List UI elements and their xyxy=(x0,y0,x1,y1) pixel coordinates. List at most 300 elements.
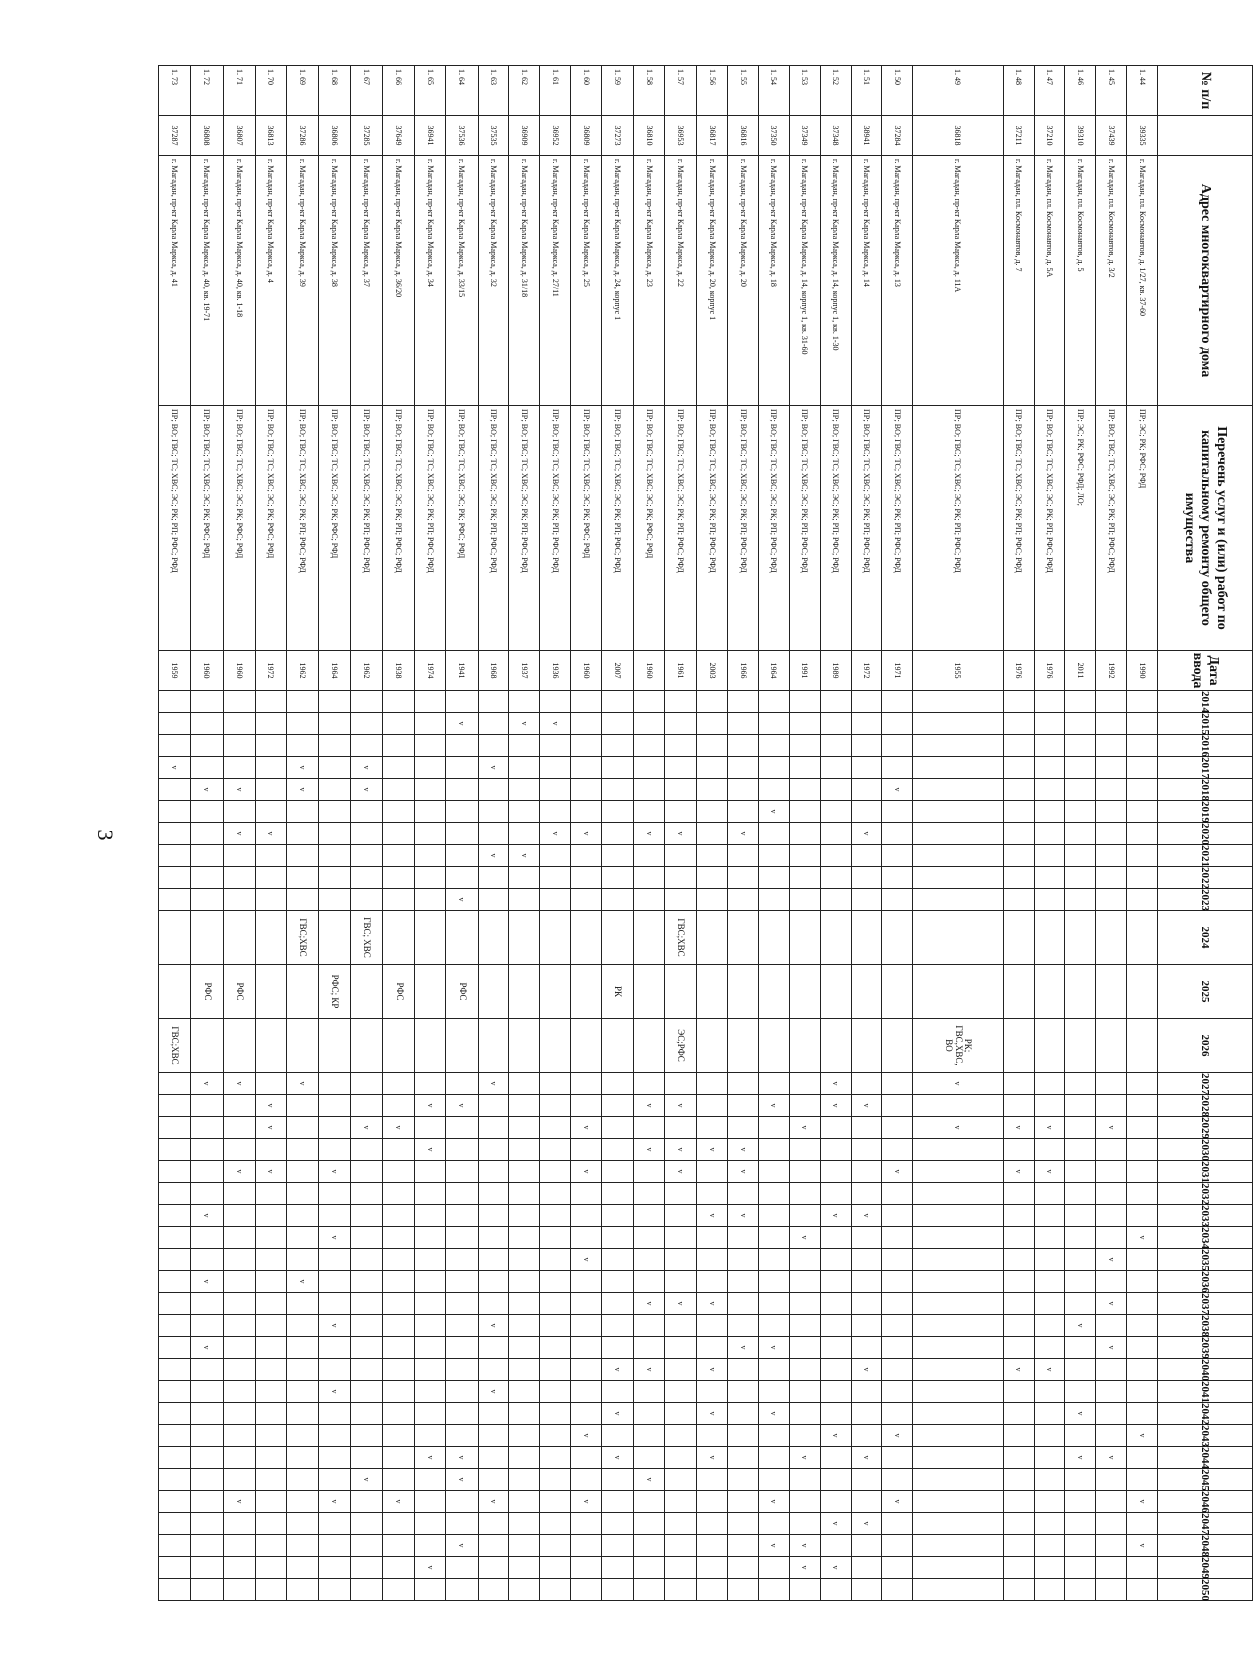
year-cell-mark: v xyxy=(351,1117,383,1139)
year-cell-empty xyxy=(1127,845,1158,867)
year-cell-empty xyxy=(159,1447,191,1469)
year-cell-empty xyxy=(789,911,820,965)
year-cell-empty xyxy=(223,1117,255,1139)
year-cell-empty xyxy=(446,1425,478,1447)
year-cell-empty xyxy=(634,1513,665,1535)
year-cell-empty xyxy=(1065,757,1096,779)
year-cell-empty xyxy=(789,1403,820,1425)
year-cell-empty xyxy=(1034,757,1065,779)
year-cell-empty xyxy=(1003,1447,1034,1469)
year-cell-empty xyxy=(351,1513,383,1535)
year-cell-mark: v xyxy=(913,1073,1003,1095)
year-cell-empty xyxy=(789,691,820,713)
year-cell-empty xyxy=(191,691,223,713)
year-cell-empty xyxy=(478,1249,509,1271)
year-cell-mark: v xyxy=(601,1403,633,1425)
year-cell-empty xyxy=(634,713,665,735)
year-cell-empty xyxy=(1034,1381,1065,1403)
year-cell-empty xyxy=(913,1381,1003,1403)
year-cell-empty xyxy=(255,889,286,911)
year-cell-empty xyxy=(255,1249,286,1271)
year-cell-empty xyxy=(446,1117,478,1139)
header-year-2026: 2026 xyxy=(1158,1019,1253,1073)
year-cell-empty xyxy=(571,1139,602,1161)
year-cell-mark: v xyxy=(1034,1161,1065,1183)
year-cell-empty xyxy=(415,1425,446,1447)
year-cell-empty xyxy=(223,1227,255,1249)
year-cell-empty xyxy=(446,1139,478,1161)
commission-year: 2003 xyxy=(697,651,728,691)
building-address: г. Магадан, пр-кт Карла Маркса, д. 31/18 xyxy=(509,156,540,406)
year-cell-empty xyxy=(191,713,223,735)
year-cell-empty xyxy=(286,823,318,845)
header-year-2025: 2025 xyxy=(1158,965,1253,1019)
year-cell-empty xyxy=(478,1183,509,1205)
year-cell-empty xyxy=(159,1513,191,1535)
building-address: г. Магадан, пр-кт Карла Маркса, д. 13 xyxy=(882,156,913,406)
year-cell-empty xyxy=(882,1579,913,1601)
year-cell-empty xyxy=(478,1117,509,1139)
year-cell-empty xyxy=(913,1315,1003,1337)
year-cell-empty xyxy=(728,1315,759,1337)
year-cell-empty xyxy=(882,1513,913,1535)
year-cell-empty xyxy=(789,779,820,801)
year-cell-mark: v xyxy=(478,1491,509,1513)
year-cell-empty xyxy=(318,1403,350,1425)
year-cell-empty xyxy=(851,691,882,713)
year-cell-empty xyxy=(1096,823,1127,845)
year-cell-empty xyxy=(728,911,759,965)
year-cell-empty xyxy=(415,1161,446,1183)
year-cell-empty xyxy=(159,1579,191,1601)
year-cell-empty xyxy=(728,845,759,867)
year-cell-empty xyxy=(223,713,255,735)
year-cell-empty xyxy=(415,1271,446,1293)
year-cell-empty xyxy=(820,801,851,823)
year-cell-empty xyxy=(446,845,478,867)
building-code: 37649 xyxy=(383,116,415,156)
year-cell-empty xyxy=(159,1557,191,1579)
year-cell-empty xyxy=(351,1403,383,1425)
year-cell-empty xyxy=(540,1557,571,1579)
building-address: г. Магадан, пр-кт Карла Маркса, д. 22 xyxy=(665,156,697,406)
year-cell-empty xyxy=(286,1249,318,1271)
year-cell-empty xyxy=(1065,1359,1096,1381)
year-cell-empty xyxy=(446,779,478,801)
year-cell-empty xyxy=(223,735,255,757)
year-cell-empty xyxy=(478,1271,509,1293)
year-cell-empty xyxy=(758,1019,789,1073)
year-cell-empty xyxy=(318,1447,350,1469)
year-cell-empty xyxy=(634,1403,665,1425)
year-cell-empty xyxy=(882,757,913,779)
year-cell-empty xyxy=(913,867,1003,889)
year-cell-empty xyxy=(286,889,318,911)
year-cell-mark: v xyxy=(1034,1117,1065,1139)
year-cell-empty xyxy=(255,1359,286,1381)
building-code: 37350 xyxy=(758,116,789,156)
year-cell-empty xyxy=(758,1139,789,1161)
year-cell-empty xyxy=(728,1183,759,1205)
year-cell-empty xyxy=(665,1359,697,1381)
commission-year: 1962 xyxy=(286,651,318,691)
year-cell-empty xyxy=(571,779,602,801)
year-cell-empty xyxy=(665,1205,697,1227)
year-cell-empty xyxy=(601,1491,633,1513)
year-cell-empty xyxy=(478,965,509,1019)
year-cell-mark: v xyxy=(758,1403,789,1425)
header-year-2033: 2033 xyxy=(1158,1205,1253,1227)
year-cell-empty xyxy=(1096,1491,1127,1513)
table-row xyxy=(446,66,478,1601)
year-cell-empty xyxy=(509,1535,540,1557)
year-cell-empty xyxy=(601,757,633,779)
year-cell-empty xyxy=(255,1293,286,1315)
year-cell-empty xyxy=(913,889,1003,911)
building-address: г. Магадан, пл. Космонавтов, д. 1/27, кв. 37-60 xyxy=(1127,156,1158,406)
year-cell-mark: v xyxy=(882,1425,913,1447)
year-cell-empty xyxy=(758,1315,789,1337)
row-number: 1. 55 xyxy=(728,66,759,116)
year-cell-empty xyxy=(478,1469,509,1491)
works-list: ПР; ВО; ГВС; ТС; ХВС; ЭС; РК; РП; РФС; РФД xyxy=(540,406,571,651)
year-cell-empty xyxy=(665,1513,697,1535)
row-number: 1. 66 xyxy=(383,66,415,116)
header-code xyxy=(1158,116,1253,156)
year-cell-empty xyxy=(1096,1095,1127,1117)
year-cell-empty xyxy=(383,1183,415,1205)
year-cell-empty xyxy=(1127,1337,1158,1359)
row-number: 1. 49 xyxy=(913,66,1003,116)
year-cell-empty xyxy=(318,911,350,965)
year-cell-empty xyxy=(478,1557,509,1579)
year-cell-empty xyxy=(1127,1579,1158,1601)
year-cell-empty xyxy=(255,1513,286,1535)
year-cell-empty xyxy=(415,713,446,735)
year-cell-empty xyxy=(758,823,789,845)
year-cell-empty xyxy=(318,1557,350,1579)
year-cell-empty xyxy=(383,823,415,845)
year-cell-empty xyxy=(601,1019,633,1073)
year-cell-empty xyxy=(509,1227,540,1249)
building-code: 37287 xyxy=(159,116,191,156)
year-cell-empty xyxy=(697,1557,728,1579)
table-row xyxy=(159,66,191,1601)
year-cell-empty xyxy=(1034,1249,1065,1271)
year-cell-empty xyxy=(913,801,1003,823)
year-cell-empty xyxy=(1003,1139,1034,1161)
year-cell-empty xyxy=(159,1073,191,1095)
building-address: г. Магадан, пр-кт Карла Маркса, д. 41 xyxy=(159,156,191,406)
year-cell-empty xyxy=(820,1491,851,1513)
building-code: 36817 xyxy=(697,116,728,156)
year-cell-empty xyxy=(446,1403,478,1425)
year-cell-empty xyxy=(351,1491,383,1513)
year-cell-mark: v xyxy=(478,757,509,779)
year-cell-empty xyxy=(223,1019,255,1073)
commission-year: 1972 xyxy=(851,651,882,691)
year-cell-empty xyxy=(446,1359,478,1381)
year-cell-empty xyxy=(789,965,820,1019)
year-cell-empty xyxy=(318,1293,350,1315)
year-cell-empty xyxy=(1065,1117,1096,1139)
year-cell-empty xyxy=(1096,965,1127,1019)
year-cell-empty xyxy=(1127,779,1158,801)
year-cell-empty xyxy=(223,1469,255,1491)
year-cell-empty xyxy=(191,911,223,965)
building-code: 37286 xyxy=(286,116,318,156)
header-works: Перечень услуг и (или) работ по капитальному ремонту общего имущества xyxy=(1158,406,1253,651)
year-cell-empty xyxy=(758,1117,789,1139)
year-cell-empty xyxy=(415,1315,446,1337)
year-cell-mark: v xyxy=(789,1557,820,1579)
year-cell-empty xyxy=(1127,965,1158,1019)
commission-year: 1936 xyxy=(540,651,571,691)
year-cell-empty xyxy=(758,1183,789,1205)
commission-year: 1955 xyxy=(913,651,1003,691)
year-cell-empty xyxy=(446,867,478,889)
year-cell-text: ЭС;РФС xyxy=(665,1019,697,1073)
year-cell-empty xyxy=(1127,889,1158,911)
year-cell-empty xyxy=(851,1579,882,1601)
year-cell-empty xyxy=(415,1491,446,1513)
year-cell-mark: v xyxy=(446,1095,478,1117)
building-code: 36816 xyxy=(728,116,759,156)
header-year-2024: 2024 xyxy=(1158,911,1253,965)
year-cell-empty xyxy=(789,1359,820,1381)
header-year-2035: 2035 xyxy=(1158,1249,1253,1271)
table-row xyxy=(820,66,851,1601)
year-cell-empty xyxy=(255,691,286,713)
year-cell-empty xyxy=(351,1249,383,1271)
year-cell-empty xyxy=(728,867,759,889)
year-cell-empty xyxy=(415,779,446,801)
building-address: г. Магадан, пр-кт Карла Маркса, д. 34 xyxy=(415,156,446,406)
year-cell-mark: v xyxy=(571,1425,602,1447)
year-cell-empty xyxy=(478,1293,509,1315)
year-cell-empty xyxy=(255,867,286,889)
building-code: 37211 xyxy=(1003,116,1034,156)
year-cell-mark: v xyxy=(509,845,540,867)
year-cell-empty xyxy=(758,1073,789,1095)
year-cell-empty xyxy=(478,713,509,735)
table-row xyxy=(478,66,509,1601)
year-cell-empty xyxy=(697,779,728,801)
year-cell-empty xyxy=(383,1019,415,1073)
year-cell-empty xyxy=(223,911,255,965)
year-cell-empty xyxy=(913,823,1003,845)
works-list: ПР; ВО; ГВС; ТС; ХВС; ЭС; РК; РП; РФС; РФД xyxy=(758,406,789,651)
header-year-2031: 2031 xyxy=(1158,1161,1253,1183)
year-cell-empty xyxy=(758,1579,789,1601)
year-cell-mark: v xyxy=(571,1117,602,1139)
year-cell-text: РФС xyxy=(191,965,223,1019)
year-cell-empty xyxy=(820,845,851,867)
year-cell-empty xyxy=(697,1337,728,1359)
year-cell-empty xyxy=(415,1019,446,1073)
year-cell-empty xyxy=(1065,1293,1096,1315)
year-cell-empty xyxy=(540,757,571,779)
year-cell-empty xyxy=(1003,965,1034,1019)
table-row xyxy=(851,66,882,1601)
year-cell-empty xyxy=(758,691,789,713)
year-cell-empty xyxy=(255,1535,286,1557)
year-cell-empty xyxy=(913,1095,1003,1117)
year-cell-empty xyxy=(255,1579,286,1601)
works-list: ПР; ЭС; РК; РФС; РФД; ЛО; xyxy=(1065,406,1096,651)
year-cell-empty xyxy=(318,1535,350,1557)
year-cell-empty xyxy=(1003,1513,1034,1535)
year-cell-empty xyxy=(571,691,602,713)
year-cell-empty xyxy=(191,1491,223,1513)
building-code: 36806 xyxy=(318,116,350,156)
year-cell-empty xyxy=(665,1227,697,1249)
year-cell-empty xyxy=(789,735,820,757)
year-cell-empty xyxy=(383,1557,415,1579)
table-row xyxy=(665,66,697,1601)
year-cell-mark: v xyxy=(478,1381,509,1403)
year-cell-empty xyxy=(1003,1557,1034,1579)
year-cell-empty xyxy=(820,889,851,911)
year-cell-mark: v xyxy=(415,1139,446,1161)
year-cell-empty xyxy=(191,867,223,889)
year-cell-empty xyxy=(665,801,697,823)
year-cell-mark: v xyxy=(1096,1337,1127,1359)
year-cell-empty xyxy=(789,1183,820,1205)
year-cell-empty xyxy=(478,1095,509,1117)
year-cell-empty xyxy=(191,823,223,845)
year-cell-empty xyxy=(159,1535,191,1557)
building-code: 37348 xyxy=(820,116,851,156)
header-year-2038: 2038 xyxy=(1158,1315,1253,1337)
year-cell-empty xyxy=(789,1381,820,1403)
table-row xyxy=(383,66,415,1601)
year-cell-empty xyxy=(665,735,697,757)
year-cell-empty xyxy=(1127,823,1158,845)
year-cell-empty xyxy=(255,1491,286,1513)
year-cell-empty xyxy=(571,1315,602,1337)
year-cell-empty xyxy=(1003,1579,1034,1601)
year-cell-empty xyxy=(1034,1095,1065,1117)
year-cell-empty xyxy=(478,867,509,889)
year-cell-empty xyxy=(383,1403,415,1425)
year-cell-empty xyxy=(1065,1095,1096,1117)
year-cell-empty xyxy=(665,1491,697,1513)
year-cell-empty xyxy=(191,1403,223,1425)
year-cell-empty xyxy=(478,911,509,965)
year-cell-mark: v xyxy=(415,1557,446,1579)
year-cell-empty xyxy=(446,691,478,713)
year-cell-empty xyxy=(789,1469,820,1491)
year-cell-empty xyxy=(318,779,350,801)
year-cell-empty xyxy=(913,965,1003,1019)
year-cell-empty xyxy=(1003,1469,1034,1491)
year-cell-empty xyxy=(540,1095,571,1117)
year-cell-empty xyxy=(1127,1117,1158,1139)
year-cell-mark: v xyxy=(728,1337,759,1359)
year-cell-empty xyxy=(1065,867,1096,889)
year-cell-empty xyxy=(697,1381,728,1403)
year-cell-empty xyxy=(540,1205,571,1227)
year-cell-empty xyxy=(882,1557,913,1579)
year-cell-empty xyxy=(1096,1073,1127,1095)
year-cell-empty xyxy=(789,1315,820,1337)
year-cell-empty xyxy=(882,691,913,713)
building-address: г. Магадан, пр-кт Карла Маркса, д. 4 xyxy=(255,156,286,406)
year-cell-empty xyxy=(318,889,350,911)
commission-year: 2011 xyxy=(1065,651,1096,691)
year-cell-mark: v xyxy=(758,1337,789,1359)
year-cell-empty xyxy=(634,1579,665,1601)
year-cell-empty xyxy=(415,911,446,965)
commission-year: 1991 xyxy=(789,651,820,691)
year-cell-empty xyxy=(1065,1337,1096,1359)
year-cell-empty xyxy=(728,1557,759,1579)
year-cell-empty xyxy=(1003,691,1034,713)
works-list: ПР; ВО; ГВС; ТС; ХВС; ЭС; РК; РП; РФС; РФД xyxy=(697,406,728,651)
year-cell-empty xyxy=(882,1535,913,1557)
year-cell-empty xyxy=(571,801,602,823)
year-cell-empty xyxy=(571,889,602,911)
year-cell-empty xyxy=(509,1139,540,1161)
year-cell-empty xyxy=(446,1249,478,1271)
year-cell-empty xyxy=(509,1183,540,1205)
year-cell-empty xyxy=(882,1019,913,1073)
year-cell-empty xyxy=(351,1139,383,1161)
year-cell-empty xyxy=(697,867,728,889)
year-cell-empty xyxy=(665,713,697,735)
header-year-2045: 2045 xyxy=(1158,1469,1253,1491)
year-cell-empty xyxy=(665,757,697,779)
year-cell-empty xyxy=(509,1205,540,1227)
year-cell-empty xyxy=(191,1535,223,1557)
year-cell-empty xyxy=(318,1073,350,1095)
year-cell-empty xyxy=(255,1403,286,1425)
year-cell-mark: v xyxy=(697,1205,728,1227)
building-address: г. Магадан, пр-кт Карла Маркса, д. 38 xyxy=(318,156,350,406)
year-cell-empty xyxy=(789,801,820,823)
year-cell-empty xyxy=(446,1271,478,1293)
year-cell-empty xyxy=(415,1227,446,1249)
works-list: ПР; ЭС; РК; РФС; РФД xyxy=(1127,406,1158,651)
works-list: ПР; ВО; ГВС; ТС; ХВС; ЭС; РК; РП; РФС; РФД xyxy=(913,406,1003,651)
building-address: г. Магадан, пр-кт Карла Маркса, д. 32 xyxy=(478,156,509,406)
year-cell-mark: v xyxy=(728,823,759,845)
year-cell-mark: v xyxy=(820,1513,851,1535)
building-address: г. Магадан, пр-кт Карла Маркса, д. 40, кв. 19-71 xyxy=(191,156,223,406)
year-cell-empty xyxy=(1034,1019,1065,1073)
year-cell-empty xyxy=(665,1117,697,1139)
year-cell-empty xyxy=(159,1205,191,1227)
year-cell-empty xyxy=(851,1425,882,1447)
year-cell-empty xyxy=(601,1095,633,1117)
year-cell-empty xyxy=(383,1161,415,1183)
year-cell-empty xyxy=(728,1469,759,1491)
year-cell-empty xyxy=(913,845,1003,867)
commission-year: 1992 xyxy=(1096,651,1127,691)
year-cell-empty xyxy=(351,1095,383,1117)
year-cell-empty xyxy=(383,911,415,965)
year-cell-empty xyxy=(509,823,540,845)
year-cell-empty xyxy=(1003,779,1034,801)
year-cell-empty xyxy=(851,1161,882,1183)
year-cell-empty xyxy=(286,1161,318,1183)
year-cell-empty xyxy=(191,1359,223,1381)
year-cell-empty xyxy=(789,1161,820,1183)
year-cell-empty xyxy=(540,1315,571,1337)
year-cell-mark: v xyxy=(191,1205,223,1227)
year-cell-empty xyxy=(478,823,509,845)
